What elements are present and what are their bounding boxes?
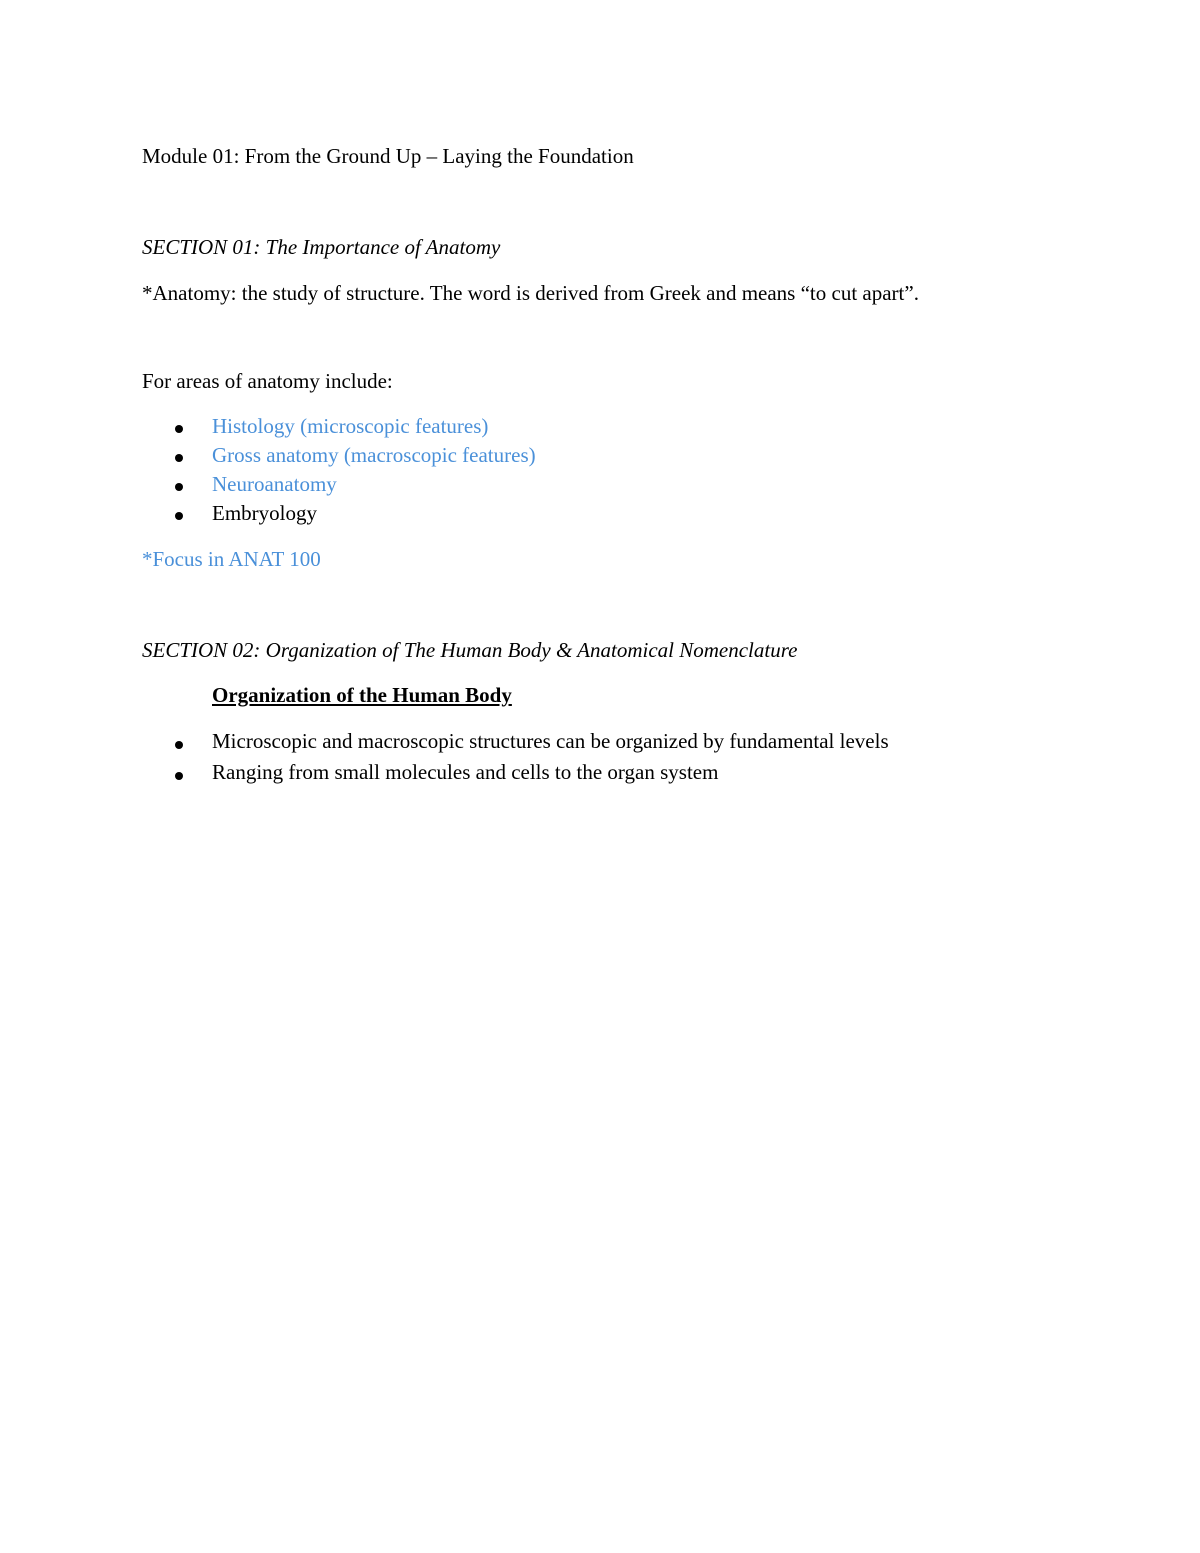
bullet-icon <box>175 483 183 491</box>
area-label: Histology (microscopic features) <box>212 414 489 438</box>
list-item <box>142 759 889 790</box>
bullet-icon <box>175 772 183 780</box>
point-text: Ranging from small molecules and cells to the organ system <box>212 760 719 784</box>
anatomy-definition: *Anatomy: the study of structure. The word is derived from Greek and means “to cut apart”. <box>142 281 919 305</box>
bullet-icon <box>175 741 183 749</box>
section-02-heading: SECTION 02: Organization of The Human Body & Anatomical Nomenclature <box>142 638 798 662</box>
list-item <box>142 413 536 442</box>
section-01-heading: SECTION 01: The Importance of Anatomy <box>142 235 501 259</box>
bullet-icon <box>175 454 183 462</box>
list-item <box>142 442 536 471</box>
focus-note: *Focus in ANAT 100 <box>142 547 321 571</box>
area-label: Embryology <box>212 501 317 525</box>
organization-points-list <box>142 728 889 790</box>
point-text: Microscopic and macroscopic structures can be organized by fundamental levels <box>212 729 889 753</box>
areas-intro: For areas of anatomy include: <box>142 369 393 393</box>
organization-subheading: Organization of the Human Body <box>212 683 512 707</box>
list-item <box>142 728 889 759</box>
bullet-icon <box>175 512 183 520</box>
areas-list <box>142 413 536 529</box>
bullet-icon <box>175 425 183 433</box>
module-title: Module 01: From the Ground Up – Laying the Foundation <box>142 144 634 168</box>
area-label: Neuroanatomy <box>212 472 337 496</box>
area-label: Gross anatomy (macroscopic features) <box>212 443 536 467</box>
list-item <box>142 500 536 529</box>
list-item <box>142 471 536 500</box>
